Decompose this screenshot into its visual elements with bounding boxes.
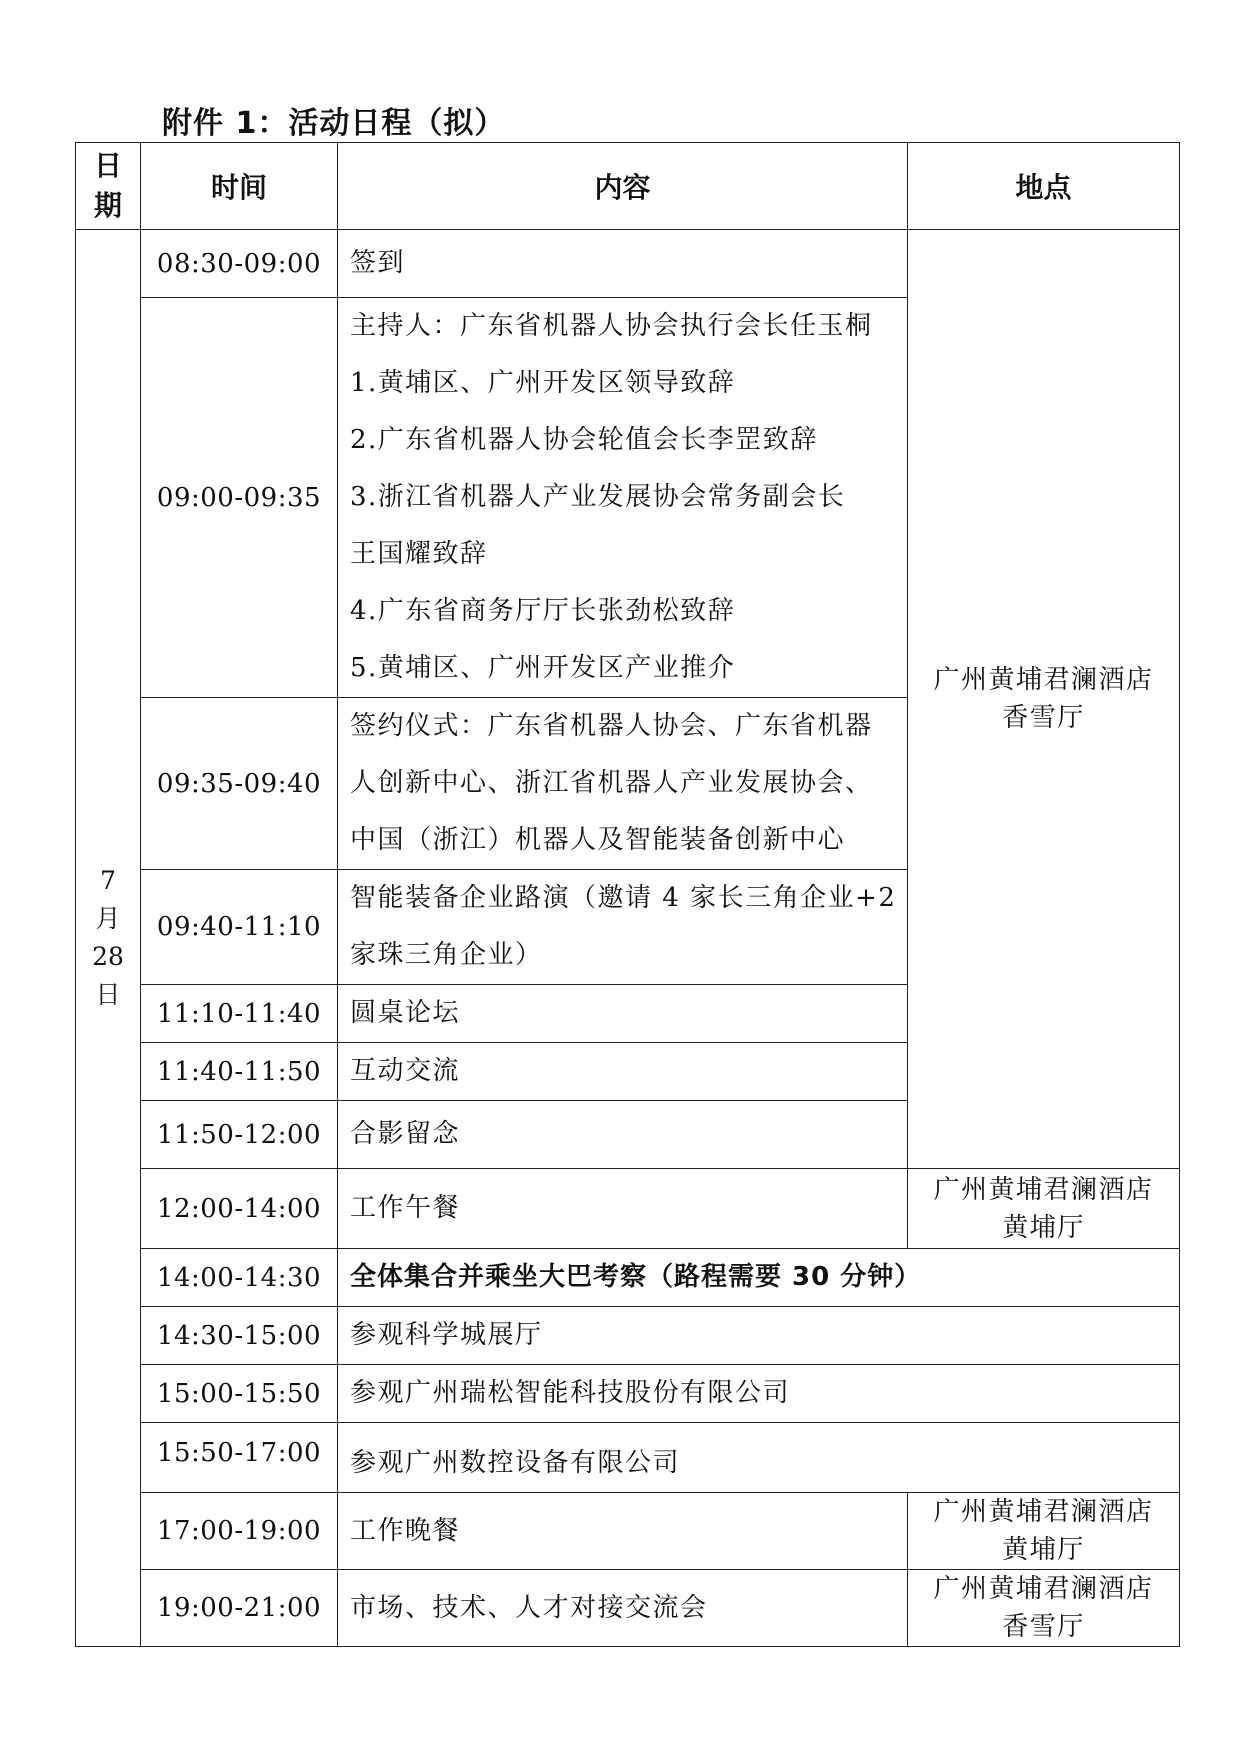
content-line: 智能装备企业路演（邀请 4 家长三角企业+2	[350, 883, 897, 913]
table-row	[76, 1570, 1180, 1647]
header-time: 时间	[141, 143, 338, 230]
content-line: 人创新中心、浙江省机器人产业发展协会、	[350, 768, 873, 798]
venue-dinner	[908, 1493, 1180, 1570]
content-cell	[338, 1570, 908, 1647]
content-line: 参观科学城展厅	[350, 1320, 543, 1350]
time-cell: 14:00-14:30	[141, 1249, 338, 1307]
time-cell: 19:00-21:00	[141, 1570, 338, 1647]
content-line: 3.浙江省机器人产业发展协会常务副会长	[350, 482, 846, 512]
content-line: 1.黄埔区、广州开发区领导致辞	[350, 368, 736, 398]
content-cell	[338, 1043, 908, 1101]
venue-exchange-line1: 广州黄埔君澜酒店	[933, 1574, 1154, 1604]
date-month-char: 月	[95, 904, 121, 933]
content-line: 主持人：广东省机器人协会执行会长任玉桐	[350, 311, 873, 341]
content-cell	[338, 1423, 1180, 1493]
table-row	[76, 1423, 1180, 1493]
time-cell: 11:50-12:00	[141, 1101, 338, 1169]
venue-dinner-line2: 黄埔厅	[1002, 1535, 1085, 1565]
venue-main	[908, 230, 1180, 1169]
content-line: 签约仪式：广东省机器人协会、广东省机器	[350, 711, 873, 741]
content-cell	[338, 1307, 1180, 1365]
content-cell	[338, 298, 908, 698]
header-date	[76, 143, 141, 230]
time-cell: 09:40-11:10	[141, 870, 338, 985]
content-line: 工作晚餐	[350, 1515, 461, 1546]
venue-lunch-line2: 黄埔厅	[1002, 1212, 1085, 1243]
content-line: 5.黄埔区、广州开发区产业推介	[350, 653, 736, 683]
time-cell	[141, 1423, 338, 1493]
venue-dinner-line1: 广州黄埔君澜酒店	[933, 1497, 1154, 1527]
time-cell: 12:00-14:00	[141, 1169, 338, 1249]
header-date-line1: 日	[93, 149, 122, 182]
content-line: 圆桌论坛	[350, 998, 461, 1028]
content-line: 参观广州瑞松智能科技股份有限公司	[350, 1378, 791, 1408]
schedule-table	[75, 142, 1180, 1647]
venue-main-line1: 广州黄埔君澜酒店	[933, 665, 1154, 695]
page-title: 附件 1：活动日程（拟）	[162, 106, 506, 141]
content-cell	[338, 1365, 1180, 1423]
content-cell	[338, 870, 908, 985]
header-venue: 地点	[908, 143, 1180, 230]
time-cell: 14:30-15:00	[141, 1307, 338, 1365]
venue-exchange-line2: 香雪厅	[1002, 1612, 1085, 1642]
venue-lunch-line1: 广州黄埔君澜酒店	[933, 1174, 1154, 1205]
content-line: 工作午餐	[350, 1193, 461, 1223]
table-row	[76, 1365, 1180, 1423]
time-cell: 15:00-15:50	[141, 1365, 338, 1423]
table-row	[76, 1169, 1180, 1249]
time-cell: 09:35-09:40	[141, 698, 338, 870]
venue-lunch	[908, 1169, 1180, 1249]
date-day-char: 日	[95, 980, 121, 1009]
table-row	[76, 1249, 1180, 1307]
content-line: 王国耀致辞	[350, 539, 488, 569]
date-cell	[76, 230, 141, 1647]
content-cell	[338, 698, 908, 870]
venue-main-line2: 香雪厅	[1002, 703, 1085, 733]
header-row	[76, 143, 1180, 230]
content-cell	[338, 1169, 908, 1249]
content-line: 家珠三角企业）	[350, 940, 543, 970]
time-cell: 09:00-09:35	[141, 298, 338, 698]
content-line: 4.广东省商务厅厅长张劲松致辞	[350, 596, 736, 626]
content-line: 全体集合并乘坐大巴考察（路程需要 30 分钟）	[350, 1262, 922, 1292]
content-line: 合影留念	[350, 1119, 461, 1149]
time-cell: 11:40-11:50	[141, 1043, 338, 1101]
time-cell: 17:00-19:00	[141, 1493, 338, 1570]
time-cell: 08:30-09:00	[141, 230, 338, 298]
table-row	[76, 230, 1180, 298]
content-line: 中国（浙江）机器人及智能装备创新中心	[350, 825, 846, 855]
content-cell	[338, 1249, 1180, 1307]
date-day-number: 28	[92, 942, 124, 971]
content-cell	[338, 1101, 908, 1169]
content-line: 参观广州数控设备有限公司	[350, 1448, 681, 1478]
time-cell: 11:10-11:40	[141, 985, 338, 1043]
content-line: 2.广东省机器人协会轮值会长李罡致辞	[350, 425, 818, 455]
header-date-line2: 期	[93, 189, 122, 222]
content-cell	[338, 1493, 908, 1570]
table-row	[76, 1307, 1180, 1365]
content-line: 互动交流	[350, 1056, 461, 1086]
date-month-number: 7	[100, 866, 116, 895]
content-line: 签到	[350, 248, 406, 278]
time-line: 15:50-17:00	[156, 1438, 322, 1468]
content-line: 市场、技术、人才对接交流会	[350, 1592, 708, 1623]
header-content: 内容	[338, 143, 908, 230]
table-row	[76, 1493, 1180, 1570]
content-cell	[338, 985, 908, 1043]
venue-exchange	[908, 1570, 1180, 1647]
content-cell	[338, 230, 908, 298]
